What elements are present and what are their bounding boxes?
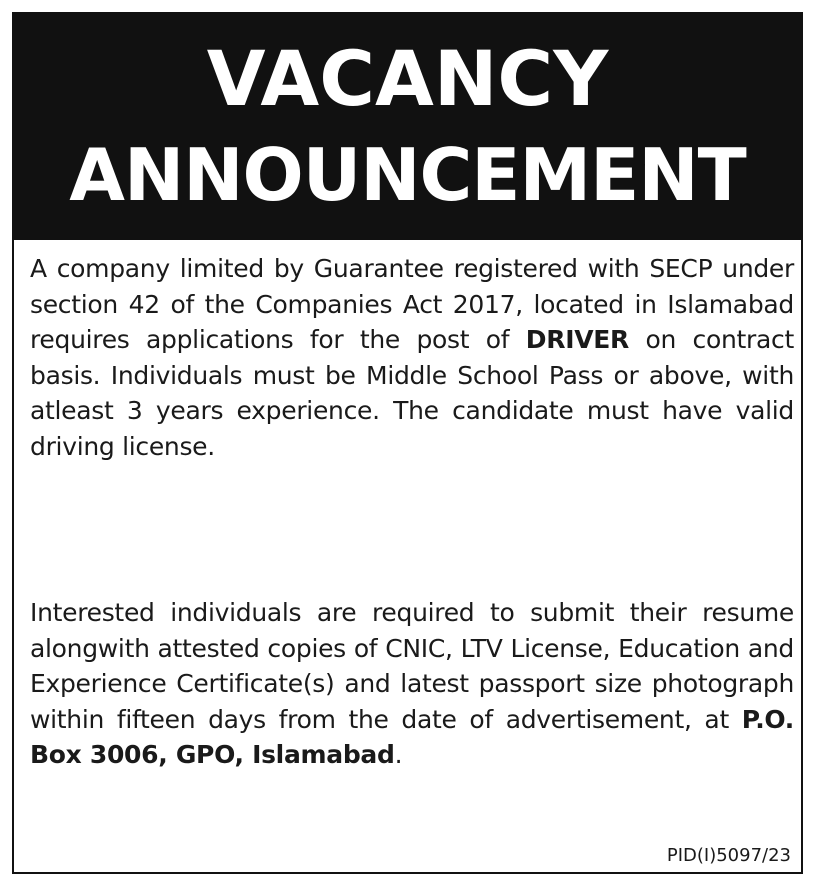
job-description-paragraph (30, 251, 794, 464)
pid-reference-code: PID(I)5097/23 (666, 845, 791, 866)
headline-vacancy: VACANCY (206, 34, 609, 123)
vacancy-ad (12, 12, 803, 874)
job-description-text-2: on contract basis. Individuals must be Middle School Pass or above, with atleast 3 years experience. The candidate must have valid driving license. (30, 325, 794, 461)
job-post-title: DRIVER (525, 325, 629, 354)
job-description-text-1: A company limited by Guarantee registered with SECP under section 42 of the Companies Act 2017, located in Islamabad requires applications for the post of (30, 254, 794, 354)
application-instructions-end: . (394, 740, 403, 769)
header-band (14, 14, 801, 240)
postal-address: P.O. Box 3006, GPO, Islamabad (30, 704, 794, 769)
application-instructions-paragraph (30, 595, 794, 773)
application-instructions-text: Interested individuals are required to submit their resume alongwith attested copies of CNIC, LTV License, Education and Experience Certificate(s) and latest passport size photograph within fifteen days from the date of advertisement, at (30, 598, 794, 734)
headline-announcement: ANNOUNCEMENT (69, 133, 746, 217)
